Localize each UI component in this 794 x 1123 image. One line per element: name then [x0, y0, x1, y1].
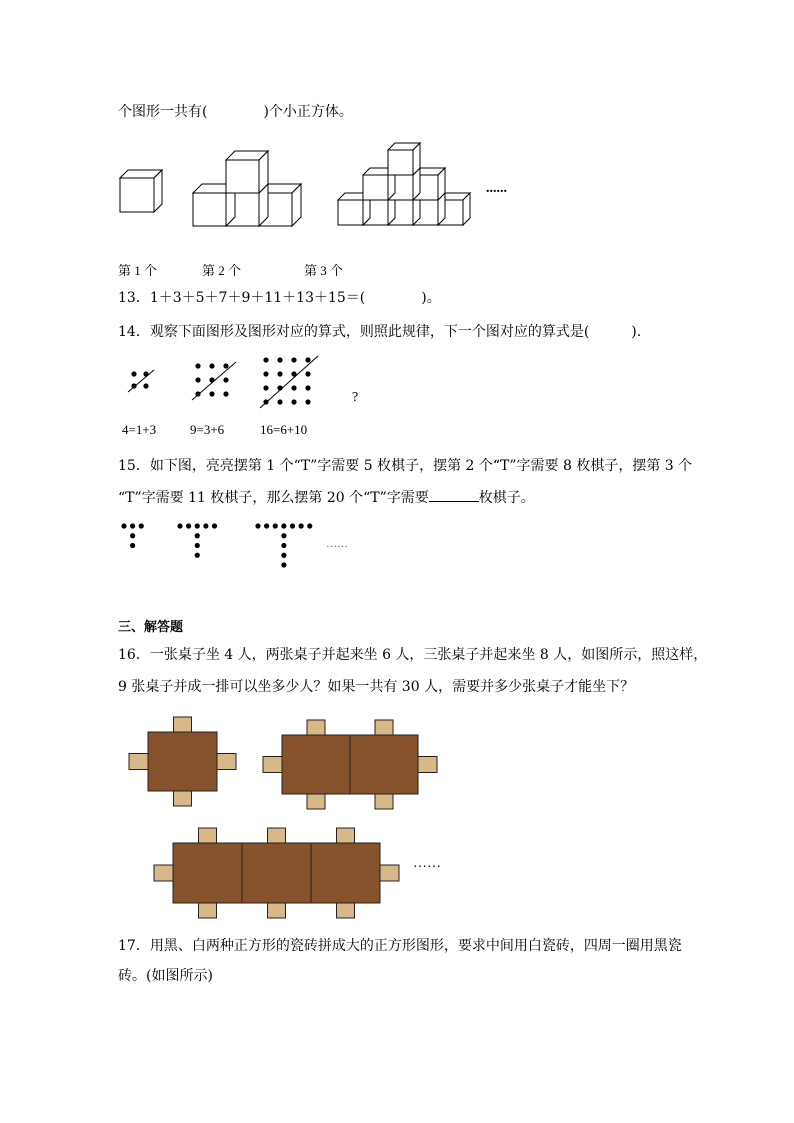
chair: [199, 903, 217, 918]
q15-text-line2: [118, 488, 535, 508]
grid-dot: [195, 377, 200, 382]
chair: [199, 828, 217, 843]
t-dot: [281, 553, 286, 558]
grid-dot: [195, 363, 200, 368]
t-dot: [195, 533, 200, 538]
t-dot: [186, 523, 191, 528]
cube-front-face: [120, 178, 154, 212]
grid-dot: [291, 385, 296, 390]
table: [311, 843, 380, 903]
q17-text-line1: 17．用黑、白两种正方形的瓷砖拼成大的正方形图形，要求中间用白瓷砖，四周一圈用黑瓷: [118, 938, 682, 954]
chair: [380, 865, 399, 881]
t-dot: [195, 543, 200, 548]
q13-text: 13．1＋3＋5＋7＋9＋11＋13＋15＝( )。: [118, 290, 441, 306]
grid-dot: [291, 357, 296, 362]
t-dot: [195, 523, 200, 528]
q15-ellipsis: ……: [326, 538, 348, 550]
table: [242, 843, 311, 903]
q15-t-figures: [118, 518, 418, 578]
cube-front-face: [388, 150, 413, 175]
t-dot: [281, 523, 286, 528]
grid-dot: [131, 371, 136, 376]
chair: [263, 757, 282, 773]
t-dot: [273, 523, 278, 528]
t-dot: [299, 523, 304, 528]
q12-label-1: 第 1 个: [118, 263, 158, 278]
chair: [268, 828, 286, 843]
chair: [337, 903, 355, 918]
t-dot: [203, 523, 208, 528]
q14-dot-figures: [118, 352, 538, 412]
t-dot: [212, 523, 217, 528]
chair: [307, 720, 325, 735]
q12-ellipsis: ......: [486, 181, 507, 196]
cube-front-face: [363, 175, 388, 200]
q15-text-line2-b: 枚棋子。: [478, 490, 535, 506]
chair: [268, 903, 286, 918]
t-dot: [281, 533, 286, 538]
cube-front-face: [338, 200, 363, 225]
q17-text-line2: 砖。(如图所示): [118, 968, 213, 984]
t-dot: [281, 543, 286, 548]
grid-dot: [263, 385, 268, 390]
q14-caption-3: 16=6+10: [260, 422, 308, 437]
chair: [337, 828, 355, 843]
q14-caption-2: 9=3+6: [190, 422, 225, 437]
grid-dot: [263, 357, 268, 362]
q14-text: 14．观察下面图形及图形对应的算式，则照此规律，下一个图对应的算式是( ).: [118, 324, 642, 340]
grid-dot: [209, 377, 214, 382]
chair: [375, 794, 393, 809]
q15-text-line2-a: “T”字需要 11 枚棋子，那么摆第 20 个“T”字需要: [118, 490, 429, 506]
grid-dot: [277, 399, 282, 404]
table: [173, 843, 242, 903]
q16-table-figures: [0, 712, 794, 932]
t-dot: [121, 523, 126, 528]
t-dot: [130, 523, 135, 528]
grid-dot: [209, 391, 214, 396]
grid-dot: [305, 357, 310, 362]
chair: [375, 720, 393, 735]
grid-dot: [277, 371, 282, 376]
grid-dot: [263, 371, 268, 376]
q15-answer-blank: [429, 489, 479, 502]
chair: [154, 865, 173, 881]
q16-text-line2: 9 张桌子并成一排可以坐多少人？如果一共有 30 人，需要并多少张桌子才能坐下？: [118, 679, 635, 695]
cube-front-face: [226, 160, 259, 193]
grid-dot: [305, 385, 310, 390]
grid-dot: [223, 377, 228, 382]
chair: [418, 757, 437, 773]
grid-dot: [209, 363, 214, 368]
grid-dot: [305, 371, 310, 376]
chair: [174, 791, 192, 806]
t-dot: [281, 562, 286, 567]
t-dot: [264, 523, 269, 528]
chair: [307, 794, 325, 809]
t-dot: [130, 533, 135, 538]
table: [350, 735, 418, 794]
t-dot: [130, 543, 135, 548]
chair: [174, 717, 192, 732]
grid-dot: [223, 363, 228, 368]
section-3-heading: 三、解答题: [118, 620, 184, 635]
q16-ellipsis: ……: [413, 856, 441, 871]
chair: [129, 754, 148, 770]
q14-caption-1: 4=1+3: [122, 422, 157, 437]
t-dot: [290, 523, 295, 528]
cube-front-face: [193, 193, 226, 226]
grid-dot: [291, 399, 296, 404]
q12-text: 个图形一共有( )个小正方体。: [118, 104, 353, 120]
t-dot: [139, 523, 144, 528]
grid-dot: [277, 357, 282, 362]
t-dot: [255, 523, 260, 528]
grid-dot: [305, 399, 310, 404]
q12-label-2: 第 2 个: [202, 263, 242, 278]
q12-label-3: 第 3 个: [304, 263, 344, 278]
grid-dot: [143, 383, 148, 388]
t-dot: [307, 523, 312, 528]
grid-dot: [223, 391, 228, 396]
cube-side-face: [154, 170, 162, 212]
q16-text-line1: 16．一张桌子坐 4 人，两张桌子并起来坐 6 人，三张桌子并起来坐 8 人，如图所示，照这样，: [118, 647, 708, 663]
chair: [217, 754, 236, 770]
q14-question-mark: ?: [352, 390, 359, 405]
t-dot: [177, 523, 182, 528]
t-dot: [195, 553, 200, 558]
table: [282, 735, 350, 794]
table: [148, 732, 217, 791]
q15-text-line1: 15．如下图，亮亮摆第 1 个“T”字需要 5 枚棋子，摆第 2 个“T”字需要 8 枚棋子，摆第 3 个: [118, 458, 693, 474]
